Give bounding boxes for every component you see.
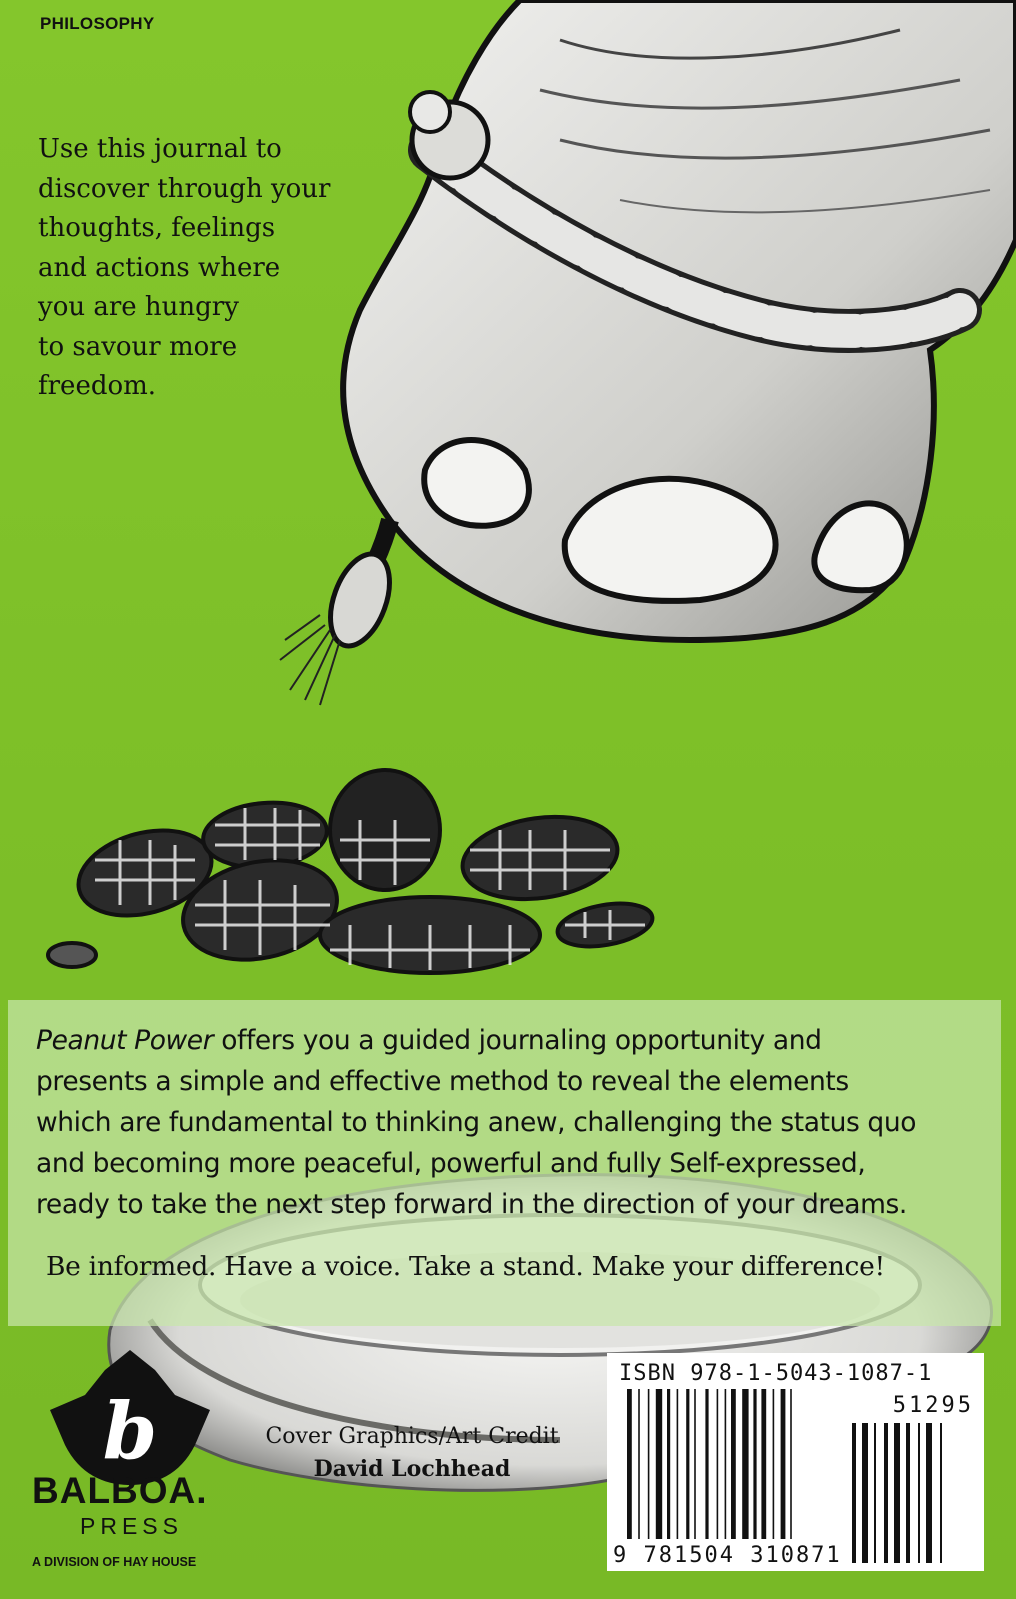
barcode-bar xyxy=(686,1389,689,1539)
barcode-addon-bar xyxy=(894,1423,900,1563)
description-text xyxy=(36,1020,975,1225)
barcode-bar xyxy=(677,1389,679,1539)
intro-line: Use this journal to xyxy=(38,134,282,164)
ean-digits: 9 781504 310871 xyxy=(613,1543,842,1568)
barcode xyxy=(607,1353,984,1571)
barcode-addon-bar xyxy=(852,1423,856,1563)
barcode-addon-bar xyxy=(918,1423,920,1563)
barcode-bar xyxy=(725,1389,727,1539)
barcode-bar xyxy=(731,1389,736,1539)
barcode-bar xyxy=(761,1389,766,1539)
intro-line: discover through your xyxy=(38,173,331,204)
art-credit xyxy=(262,1421,562,1485)
book-title-italic: Peanut Power xyxy=(36,1025,214,1056)
barcode-bar xyxy=(694,1389,696,1539)
barcode-bar xyxy=(781,1389,786,1539)
description-line: presents a simple and effective method to reveal the elements xyxy=(36,1066,849,1097)
barcode-bar xyxy=(790,1389,792,1539)
isbn-text: ISBN 978-1-5043-1087-1 xyxy=(619,1361,933,1386)
barcode-addon-bar xyxy=(906,1423,910,1563)
publisher-sub: PRESS xyxy=(80,1513,183,1539)
credit-name: David Lochhead xyxy=(313,1456,511,1482)
intro-line: freedom. xyxy=(38,371,157,401)
intro-line: and actions where xyxy=(38,252,281,283)
publisher-name: BALBOA. xyxy=(32,1470,208,1511)
barcode-bar xyxy=(638,1389,640,1539)
tagline: Be informed. Have a voice. Take a stand. Make your difference! xyxy=(46,1251,885,1282)
description-line: and becoming more peaceful, powerful and fully Self-expressed, xyxy=(36,1148,866,1179)
elephant-foot-illustration xyxy=(280,0,1016,705)
barcode-addon-bar xyxy=(874,1423,876,1563)
barcode-addon-bar xyxy=(884,1423,888,1563)
description-line-rest: offers you a guided journaling opportunity and xyxy=(213,1025,822,1056)
intro-line: thoughts, feelings xyxy=(38,213,276,243)
description-line: ready to take the next step forward in the direction of your dreams. xyxy=(36,1189,907,1220)
barcode-bar xyxy=(773,1389,775,1539)
barcode-addon-bar xyxy=(940,1423,942,1563)
barcode-bar xyxy=(742,1389,748,1539)
barcode-bar xyxy=(753,1389,756,1539)
intro-line: you are hungry xyxy=(38,292,239,322)
barcode-addon-bar xyxy=(926,1423,932,1563)
description-panel xyxy=(8,1000,1001,1326)
barcode-bar xyxy=(648,1389,650,1539)
barcode-bar xyxy=(705,1389,708,1539)
barcode-addon-bar xyxy=(862,1423,868,1563)
credit-label: Cover Graphics/Art Credit xyxy=(265,1424,559,1449)
barcode-bar xyxy=(667,1389,670,1539)
barcode-bar xyxy=(627,1389,632,1539)
intro-text xyxy=(38,130,378,407)
barcode-bar xyxy=(717,1389,719,1539)
logo-letter: b xyxy=(102,1386,158,1477)
barcode-bars xyxy=(607,1353,984,1571)
intro-line: to savour more xyxy=(38,331,238,362)
genre-label: PHILOSOPHY xyxy=(40,14,155,33)
barcode-bar xyxy=(656,1389,662,1539)
peanut-shells-illustration xyxy=(48,770,656,973)
description-line xyxy=(36,1020,975,1061)
price-code: 51295 xyxy=(892,1393,974,1418)
publisher-division: A DIVISION OF HAY HOUSE xyxy=(32,1555,197,1569)
description-line: which are fundamental to thinking anew, challenging the status quo xyxy=(36,1107,917,1138)
